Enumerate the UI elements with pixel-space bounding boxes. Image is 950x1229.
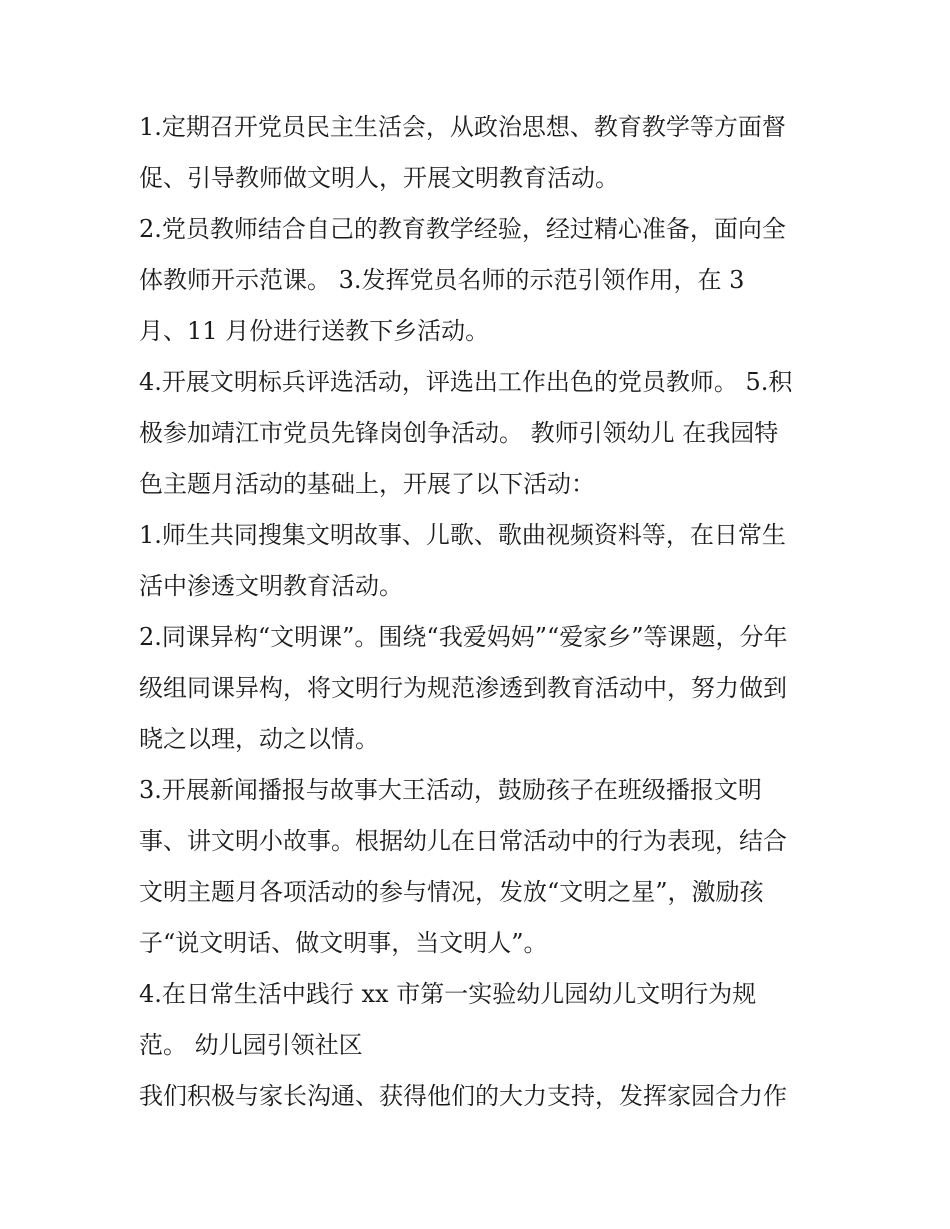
text-line: 4.在日常生活中践行 xx 市第一实验幼儿园幼儿文明行为规: [139, 980, 757, 1008]
document-body: [139, 102, 829, 1122]
text-line: 2.党员教师结合自己的教育教学经验，经过精心准备，面向全: [139, 215, 786, 243]
text-line: 活中渗透文明教育活动。: [139, 572, 403, 600]
text-line: 3.开展新闻播报与故事大王活动，鼓励孩子在班级播报文明: [139, 776, 762, 804]
text-line: 极参加靖江市党员先锋岗创争活动。 教师引领幼儿 在我园特: [139, 419, 779, 447]
text-line: 我们积极与家长沟通、获得他们的大力支持，发挥家园合力作: [139, 1082, 787, 1110]
text-line: 1.定期召开党员民主生活会，从政治思想、教育教学等方面督: [139, 113, 786, 141]
text-line: 体教师开示范课。 3.发挥党员名师的示范引领作用，在 3: [139, 266, 745, 294]
text-line: 月、11 月份进行送教下乡活动。: [139, 317, 490, 345]
text-line: 促、引导教师做文明人，开展文明教育活动。: [139, 164, 619, 192]
text-line: 晓之以理，动之以情。: [139, 725, 379, 753]
text-line: 事、讲文明小故事。根据幼儿在日常活动中的行为表现，结合: [139, 827, 787, 855]
text-line: 级组同课异构，将文明行为规范渗透到教育活动中，努力做到: [139, 674, 787, 702]
text-line: 子“说文明话、做文明事，当文明人”。: [139, 929, 548, 957]
text-line: 文明主题月各项活动的参与情况，发放“文明之星”，激励孩: [139, 878, 764, 906]
text-line: 2.同课异构“文明课”。围绕“我爱妈妈”“爱家乡”等课题，分年: [139, 623, 788, 651]
text-line: 范。 幼儿园引领社区: [139, 1031, 363, 1059]
text-line: 1.师生共同搜集文明故事、儿歌、歌曲视频资料等，在日常生: [139, 521, 786, 549]
text-line: 色主题月活动的基础上，开展了以下活动：: [139, 470, 595, 498]
text-line: 4.开展文明标兵评选活动，评选出工作出色的党员教师。 5.积: [139, 368, 793, 396]
